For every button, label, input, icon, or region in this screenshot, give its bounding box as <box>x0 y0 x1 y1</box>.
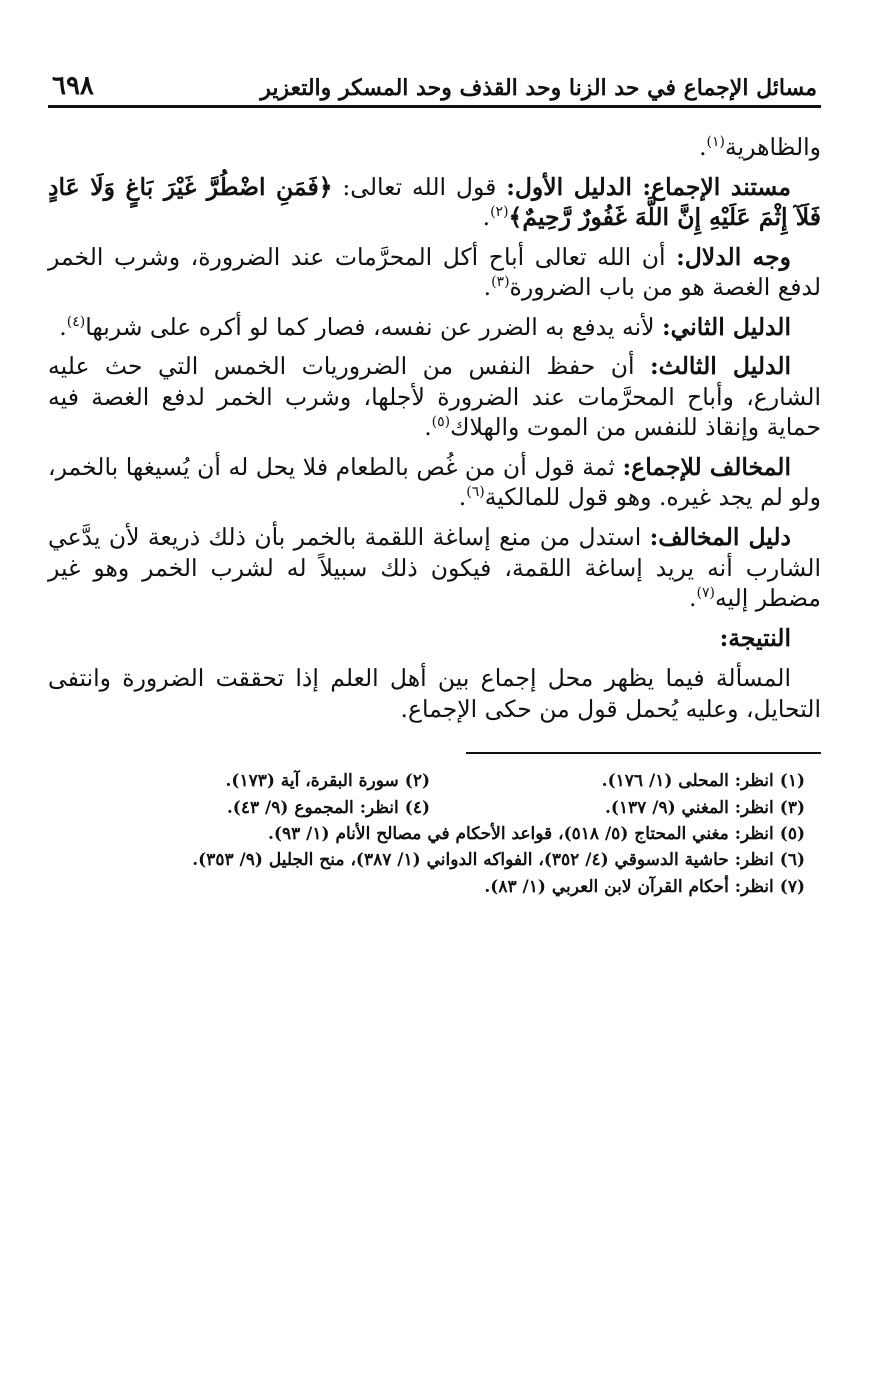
footnote-ref: (٥) <box>431 414 451 431</box>
running-title: مسائل الإجماع في حد الزنا وحد القذف وحد المسكر والتعزير <box>260 75 817 101</box>
footnote-row <box>48 795 805 821</box>
quran-verse: ﴿فَمَنِ اضْطُرَّ غَيْرَ بَاغٍ وَلَا عَادٍ فَلَآ إِثْمَ عَلَيْهِ إِنَّ اللَّهَ غَفُورٌ رَّحِيمٌ﴾ <box>48 172 821 232</box>
paragraph-tail: . <box>424 413 432 442</box>
footnote-ref: (٦) <box>466 484 485 501</box>
paragraph-label: وجه الدلال: <box>676 242 791 271</box>
footnote-3 <box>430 795 805 821</box>
paragraph-text: قول الله تعالى: <box>332 172 507 201</box>
paragraph-tail: . <box>59 312 67 341</box>
paragraph-text: أن حفظ النفس من الضروريات الخمس التي حث عليه الشارع، وأباح المحرَّمات عند الضرورة لأجلها، وشرب الخمر لدفع الغصة فيه حماية وإنقاذ للنفس من الموت والهلاك <box>48 352 821 442</box>
paragraph-evidence-2 <box>48 312 821 343</box>
footnote-number: (٥) <box>779 823 805 844</box>
footnotes <box>48 768 821 900</box>
paragraph-label: دليل المخالف: <box>649 523 791 552</box>
footnote-text: انظر: حاشية الدسوقي (٤/ ٣٥٢)، الفواكه الدواني (١/ ٣٨٧)، منح الجليل (٩/ ٣٥٣). <box>192 850 774 871</box>
result-paragraph: المسألة فيما يظهر محل إجماع بين أهل العلم إذا تحققت الضرورة وانتفى التحايل، وعليه يُحمل قول من حكى الإجماع. <box>48 664 821 723</box>
paragraph-label: المخالف للإجماع: <box>622 452 791 481</box>
paragraph-tail: . <box>482 203 491 232</box>
footnote-row <box>48 768 805 794</box>
footnote-2 <box>55 768 430 794</box>
paragraph-tail: . <box>458 483 467 512</box>
footnote-text: انظر: مغني المحتاج (٥/ ٥١٨)، قواعد الأحكام في مصالح الأنام (١/ ٩٣). <box>267 823 774 844</box>
footnote-ref: (٤) <box>66 313 86 330</box>
footnote-4 <box>55 795 430 821</box>
footnote-ref: (٧) <box>696 585 715 602</box>
paragraph-text: استدل من منع إساغة اللقمة بالخمر بأن ذلك ذريعة لأن يدَّعي الشارب أنه يريد إساغة اللقمة، فيكون ذلك سبيلاً له لشرب الخمر وهو غير مضطر إليه <box>48 523 821 613</box>
paragraph-text: والظاهرية <box>725 133 821 161</box>
footnote-text: انظر: المجموع (٩/ ٤٣). <box>226 797 399 818</box>
paragraph-label: الدليل الثالث: <box>649 352 792 381</box>
paragraph-text: لأنه يدفع به الضرر عن نفسه، فصار كما لو أكره على شربها <box>85 312 662 341</box>
paragraph-text: أن الله تعالى أباح أكل المحرَّمات عند الضرورة، وشرب الخمر لدفع الغصة هو من باب الضرورة <box>48 242 821 302</box>
paragraph-tail: . <box>699 133 707 161</box>
footnote-ref: (١) <box>706 134 726 151</box>
paragraph-evidence-1 <box>48 172 821 233</box>
footnote-5 <box>48 821 805 847</box>
footnote-text: انظر: أحكام القرآن لابن العربي (١/ ٨٣). <box>484 876 774 897</box>
paragraph-intro <box>48 132 821 163</box>
main-text <box>48 132 821 724</box>
paragraph-dissent-evidence <box>48 522 821 614</box>
paragraph-tail: . <box>483 273 492 302</box>
footnote-text: انظر: المحلى (١/ ١٧٦). <box>601 771 774 792</box>
footnote-text: انظر: المغني (٩/ ١٣٧). <box>604 797 774 818</box>
paragraph-text: ثمة قول أن من غُص بالطعام فلا يحل له أن يُسيغها بالخمر، ولو لم يجد غيره. وهو قول للمالكية <box>48 452 821 512</box>
footnote-divider <box>466 752 821 754</box>
footnote-number: (٣) <box>779 797 805 818</box>
footnote-ref: (٣) <box>491 274 510 291</box>
page-header <box>48 60 821 108</box>
footnote-7 <box>48 874 805 900</box>
footnote-1 <box>430 768 805 794</box>
footnote-number: (٢) <box>404 771 430 792</box>
footnote-number: (٤) <box>404 797 430 818</box>
footnote-number: (٧) <box>779 876 805 897</box>
paragraph-dissent <box>48 452 821 513</box>
paragraph-inference <box>48 242 821 303</box>
page-number: ٦٩٨ <box>52 71 94 101</box>
paragraph-label: مستند الإجماع: الدليل الأول: <box>506 172 791 201</box>
paragraph-tail: . <box>688 584 697 613</box>
footnote-text: سورة البقرة، آية (١٧٣). <box>225 771 399 792</box>
footnote-6 <box>48 847 805 873</box>
footnote-number: (٦) <box>779 850 805 871</box>
result-heading: النتيجة: <box>719 623 791 652</box>
footnote-ref: (٢) <box>490 204 509 221</box>
footnote-number: (١) <box>779 771 805 792</box>
paragraph-evidence-3 <box>48 351 821 443</box>
paragraph-label: الدليل الثاني: <box>662 312 791 341</box>
